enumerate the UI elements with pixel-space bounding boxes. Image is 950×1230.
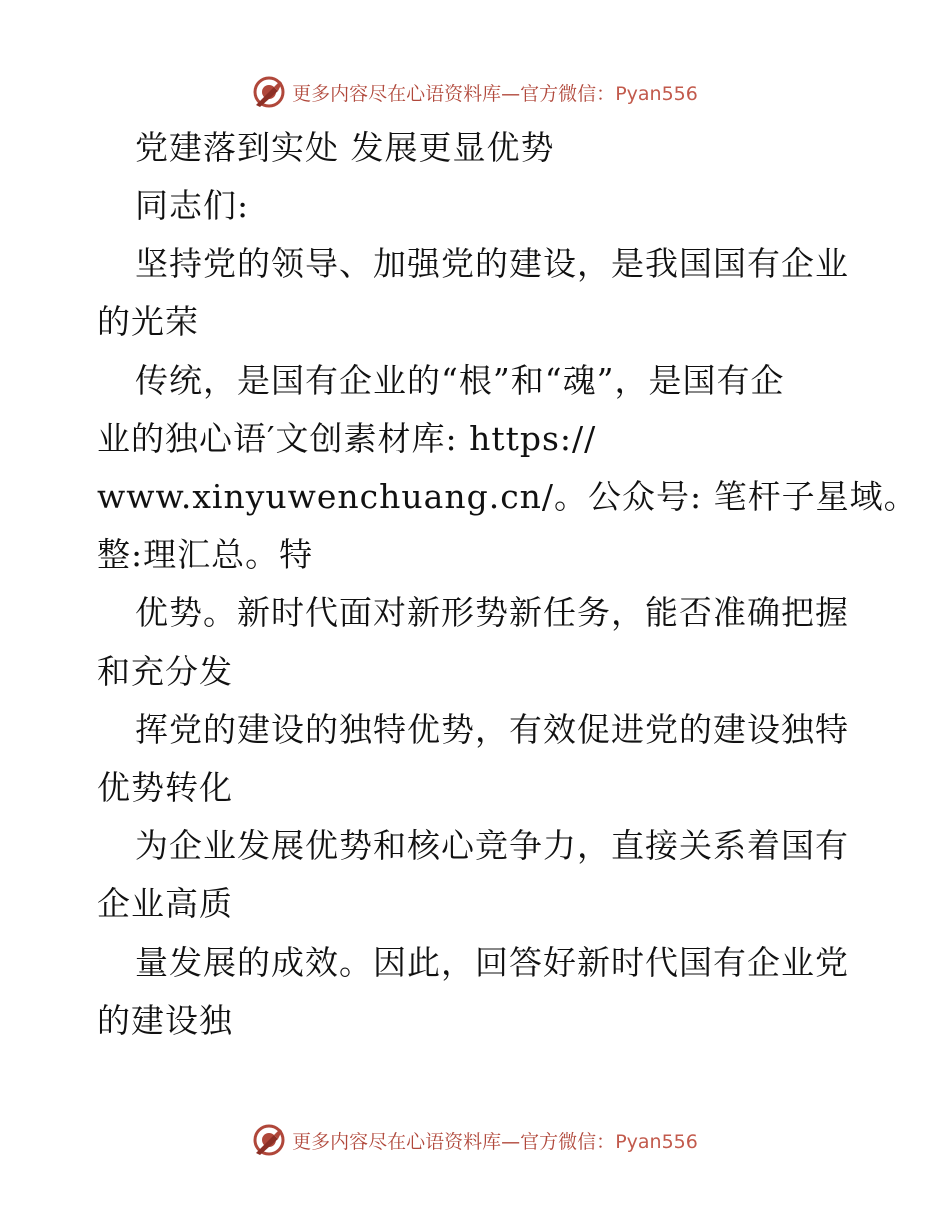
paragraph-line: 挥党的建设的独特优势，有效促进党的建设独特 — [135, 710, 849, 749]
paragraph-line: 优势转化 — [97, 768, 233, 807]
paragraph-line: www.xinyuwenchuang.cn/。公众号: 笔杆子星域。 — [97, 477, 918, 516]
watermark-site: 更多内容尽在心语资料库 — [292, 1130, 502, 1153]
paragraph-line: 整:理汇总。特 — [97, 535, 314, 574]
watermark-wechat-label: 官方微信： — [520, 82, 616, 105]
paragraph-line: 的光荣 — [97, 302, 199, 341]
paragraph-line: 企业高质 — [97, 884, 233, 923]
watermark-wechat-label: 官方微信： — [520, 1130, 616, 1153]
document-title: 党建落到实处 发展更显优势 — [135, 128, 555, 167]
header-watermark — [0, 72, 950, 112]
paragraph-line: 和充分发 — [97, 652, 233, 691]
pen-logo-icon — [252, 75, 286, 109]
pen-logo-icon — [252, 1123, 286, 1157]
watermark-wechat-id: Pyan556 — [615, 82, 698, 105]
paragraph-line: 业的独心语′文创素材库: https:// — [97, 419, 597, 458]
watermark-dash: — — [501, 82, 521, 105]
paragraph-line: 优势。新时代面对新形势新任务，能否准确把握 — [135, 593, 849, 632]
footer-watermark — [0, 1120, 950, 1160]
paragraph-line: 传统，是国有企业的“根”和“魂”，是国有企 — [135, 361, 785, 400]
watermark-text — [292, 79, 698, 106]
watermark-dash: — — [501, 1130, 521, 1153]
watermark-site: 更多内容尽在心语资料库 — [292, 82, 502, 105]
paragraph-line: 坚持党的领导、加强党的建设，是我国国有企业 — [135, 244, 849, 283]
greeting: 同志们: — [135, 186, 250, 225]
watermark-wechat-id: Pyan556 — [615, 1130, 698, 1153]
paragraph-line: 的建设独 — [97, 1001, 233, 1040]
paragraph-line: 量发展的成效。因此，回答好新时代国有企业党 — [135, 943, 849, 982]
watermark-text — [292, 1127, 698, 1154]
paragraph-line: 为企业发展优势和核心竞争力，直接关系着国有 — [135, 826, 849, 865]
